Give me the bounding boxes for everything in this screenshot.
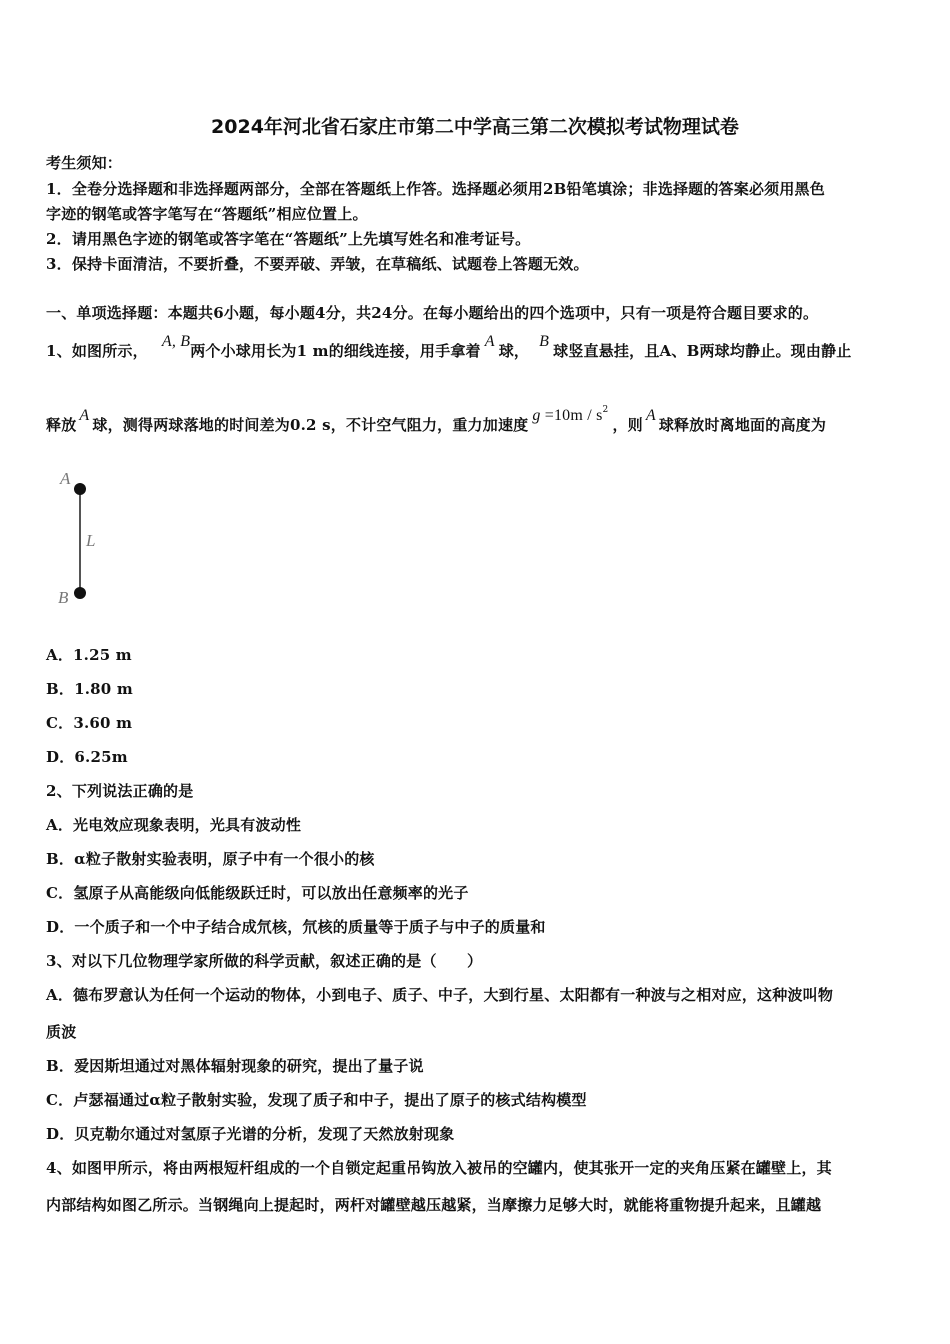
figure-label-l: L (86, 531, 96, 550)
q1-option: B．1.80 m (46, 680, 133, 698)
q2-stem: 2、下列说法正确的是 (46, 782, 194, 800)
q1-stem-line2 (46, 405, 827, 435)
math-a: A (79, 407, 90, 424)
notice-item: 字迹的钢笔或答字笔写在“答题纸”相应位置上。 (46, 205, 368, 223)
q1-stem-line1 (46, 333, 852, 361)
ball-a (74, 483, 86, 495)
figure-label-b: B (58, 588, 69, 607)
q1-figure (50, 462, 130, 612)
q2-option: C．氢原子从高能级向低能级跃迁时，可以放出任意频率的光子 (46, 884, 469, 902)
q1-option: C．3.60 m (46, 714, 133, 732)
notice-item: 2．请用黑色字迹的钢笔或答字笔在“答题纸”上先填写姓名和准考证号。 (46, 230, 531, 248)
ball-b (74, 587, 86, 599)
q3-option: C．卢瑟福通过α粒子散射实验，发现了质子和中子，提出了原子的核式结构模型 (46, 1091, 587, 1109)
math-ab: A, B (161, 333, 191, 350)
math-a: A (645, 407, 656, 424)
math-g-value: =10m / s (540, 407, 603, 424)
q4-stem-line: 4、如图甲所示，将由两根短杆组成的一个自锁定起重吊钩放入被吊的空罐内，使其张开一定的夹角压紧在罐壁上，其 (46, 1159, 832, 1177)
section-heading: 一、单项选择题：本题共6小题，每小题4分，共24分。在每小题给出的四个选项中，只有一项是符合题目要求的。 (46, 304, 819, 322)
q1-text: 球， (498, 342, 530, 360)
q1-text: ，则 (612, 416, 643, 434)
q1-text: 球竖直悬挂，且A、B两球均静止。现由静止 (553, 342, 852, 360)
q1-option: A．1.25 m (46, 646, 132, 664)
q3-option: 质波 (46, 1023, 77, 1041)
page-title: 2024年河北省石家庄市第二中学高三第二次模拟考试物理试卷 (211, 116, 739, 138)
q3-stem: 3、对以下几位物理学家所做的科学贡献，叙述正确的是（ ） (46, 952, 483, 970)
notice-item: 3．保持卡面清洁，不要折叠，不要弄破、弄皱，在草稿纸、试题卷上答题无效。 (46, 255, 589, 273)
q2-option: A．光电效应现象表明，光具有波动性 (46, 816, 302, 834)
q3-option: A．德布罗意认为任何一个运动的物体，小到电子、质子、中子，大到行星、太阳都有一种波与之相对应，这种波叫物 (46, 986, 834, 1004)
q2-option: B．α粒子散射实验表明，原子中有一个很小的核 (46, 850, 375, 868)
math-a: A (484, 333, 495, 350)
q1-text: 释放 (46, 416, 77, 434)
math-g: g (532, 407, 541, 424)
q1-text: 球，测得两球落地的时间差为0.2 s，不计空气阻力，重力加速度 (92, 416, 529, 434)
q3-option: B．爱因斯坦通过对黑体辐射现象的研究，提出了量子说 (46, 1057, 424, 1075)
q1-text: 1、如图所示， (46, 342, 148, 360)
notice-heading: 考生须知： (46, 154, 123, 172)
q1-option: D．6.25m (46, 748, 128, 766)
q3-option: D．贝克勒尔通过对氢原子光谱的分析，发现了天然放射现象 (46, 1125, 455, 1143)
q1-text: 两个小球用长为1 m的细线连接，用手拿着 (190, 342, 481, 360)
math-b: B (539, 333, 550, 350)
figure-label-a: A (60, 469, 71, 488)
q2-option: D．一个质子和一个中子结合成氘核，氘核的质量等于质子与中子的质量和 (46, 918, 546, 936)
q4-stem-line: 内部结构如图乙所示。当钢绳向上提起时，两杆对罐壁越压越紧，当摩擦力足够大时，就能将重物提升起来，且罐越 (46, 1196, 822, 1214)
notice-item: 1．全卷分选择题和非选择题两部分，全部在答题纸上作答。选择题必须用2B铅笔填涂；非选择题的答案必须用黑色 (46, 180, 825, 198)
q1-text: 球释放时离地面的高度为 (658, 416, 827, 434)
math-exponent: 2 (602, 405, 609, 415)
